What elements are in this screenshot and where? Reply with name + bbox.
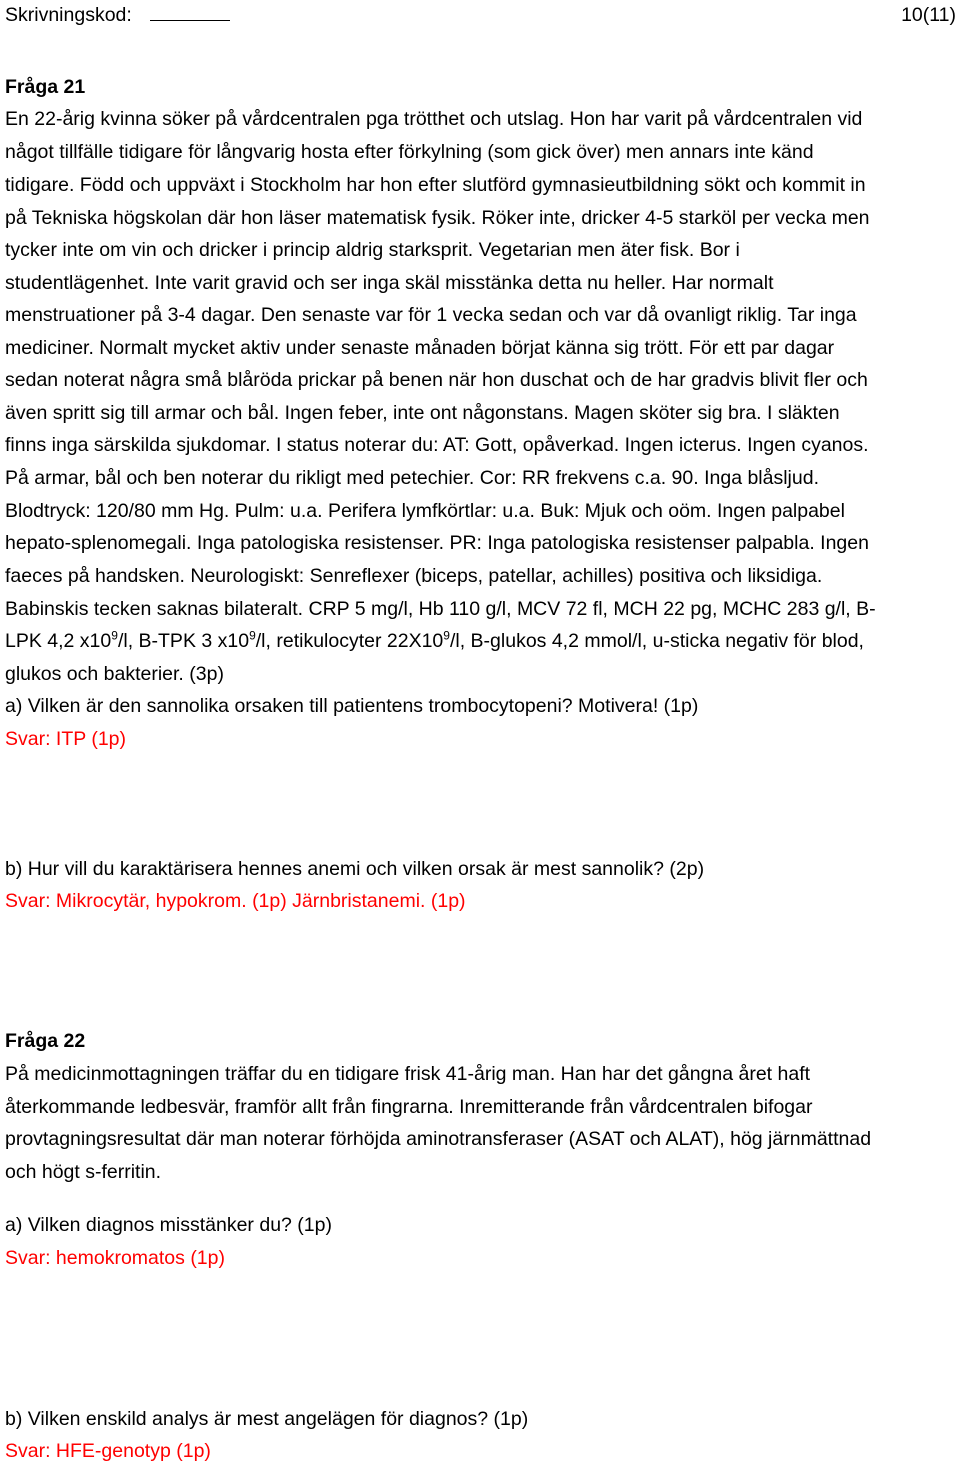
answer-22a: Svar: hemokromatos (1p) (5, 1247, 225, 1269)
page-number: 10(11) (901, 4, 956, 26)
body-line: sedan noterat några små blåröda prickar på benen när hon duschat och de har gradvis blivit fler och (5, 369, 868, 391)
question-21a: a) Vilken är den sannolika orsaken till patientens trombocytopeni? Motivera! (1p) (5, 695, 699, 717)
exam-code-field (5, 2, 230, 28)
body-line: menstruationer på 3-4 dagar. Den senaste var för 1 vecka sedan och var då ovanligt riklig. Tar inga (5, 304, 857, 326)
body-line: på Tekniska högskolan där hon läser matematisk fysik. Röker inte, dricker 4-5 starköl per vecka men (5, 207, 870, 229)
lab-values-line (5, 628, 864, 654)
body-line: även spritt sig till armar och bål. Ingen feber, inte ont någonstans. Magen sköter sig bra. I släkten (5, 402, 840, 424)
body-line: hepato-splenomegali. Inga patologiska resistenser. PR: Inga patologiska resistenser palpabla. Ingen (5, 532, 869, 554)
body-line: På medicinmottagningen träffar du en tidigare frisk 41-årig man. Han har det gångna året haft (5, 1063, 811, 1085)
question-22b: b) Vilken enskild analys är mest angelägen för diagnos? (1p) (5, 1408, 529, 1430)
question-21b: b) Hur vill du karaktärisera hennes anemi och vilken orsak är mest sannolik? (2p) (5, 858, 705, 880)
body-line: glukos och bakterier. (3p) (5, 663, 224, 685)
body-line: faeces på handsken. Neurologiskt: Senreflexer (biceps, patellar, achilles) positiva och liksidiga. (5, 565, 823, 587)
body-line: finns inga särskilda sjukdomar. I status noterar du: AT: Gott, opåverkad. Ingen icterus. Ingen cyanos. (5, 434, 869, 456)
body-line: mediciner. Normalt mycket aktiv under senaste månaden börjat känna sig trött. För ett par dagar (5, 337, 835, 359)
lab-text: /l, retikulocyter 22X10 (255, 630, 444, 652)
body-line: och högt s-ferritin. (5, 1161, 162, 1183)
body-line: återkommande ledbesvär, framför allt från fingrarna. Inremitterande från vårdcentralen bifogar (5, 1096, 813, 1118)
body-line: studentlägenhet. Inte varit gravid och ser inga skäl misstänka detta nu heller. Har normalt (5, 272, 774, 294)
page-header (5, 2, 956, 28)
question-21-title: Fråga 21 (5, 76, 86, 98)
body-line: Babinskis tecken saknas bilateralt. CRP 5 mg/l, Hb 110 g/l, MCV 72 fl, MCH 22 pg, MCHC 283 g/l, B- (5, 598, 876, 620)
body-line: En 22-årig kvinna söker på vårdcentralen pga trötthet och utslag. Hon har varit på vårdcentralen vid (5, 108, 863, 130)
lab-text: /l, B-glukos 4,2 mmol/l, u-sticka negativ för blod, (449, 630, 864, 652)
body-line: tidigare. Född och uppväxt i Stockholm har hon efter slutförd gymnasieutbildning sökt och kommit in (5, 174, 866, 196)
lab-text: /l, B-TPK 3 x10 (117, 630, 250, 652)
body-line: provtagningsresultat där man noterar förhöjda aminotransferaser (ASAT och ALAT), hög järnmättnad (5, 1128, 872, 1150)
answer-21a: Svar: ITP (1p) (5, 728, 127, 750)
body-line: På armar, bål och ben noterar du rikligt med petechier. Cor: RR frekvens c.a. 90. Inga blåsljud. (5, 467, 820, 489)
body-line: tycker inte om vin och dricker i princip aldrig starksprit. Vegetarian men äter fisk. Bor i (5, 239, 740, 261)
exponent: 9 (443, 628, 450, 643)
exam-code-blank (150, 2, 230, 21)
body-line: något tillfälle tidigare för långvarig hosta efter förkylning (som gick över) men annars inte känd (5, 141, 814, 163)
question-22a: a) Vilken diagnos misstänker du? (1p) (5, 1214, 332, 1236)
lab-text: LPK 4,2 x10 (5, 630, 112, 652)
exponent: 9 (249, 628, 256, 643)
answer-21b: Svar: Mikrocytär, hypokrom. (1p) Järnbristanemi. (1p) (5, 890, 466, 912)
exam-code-label: Skrivningskod: (5, 4, 132, 26)
question-22-title: Fråga 22 (5, 1030, 86, 1052)
exponent: 9 (111, 628, 118, 643)
answer-22b: Svar: HFE-genotyp (1p) (5, 1440, 211, 1462)
body-line: Blodtryck: 120/80 mm Hg. Pulm: u.a. Perifera lymfkörtlar: u.a. Buk: Mjuk och oöm. Ingen palpabel (5, 500, 845, 522)
